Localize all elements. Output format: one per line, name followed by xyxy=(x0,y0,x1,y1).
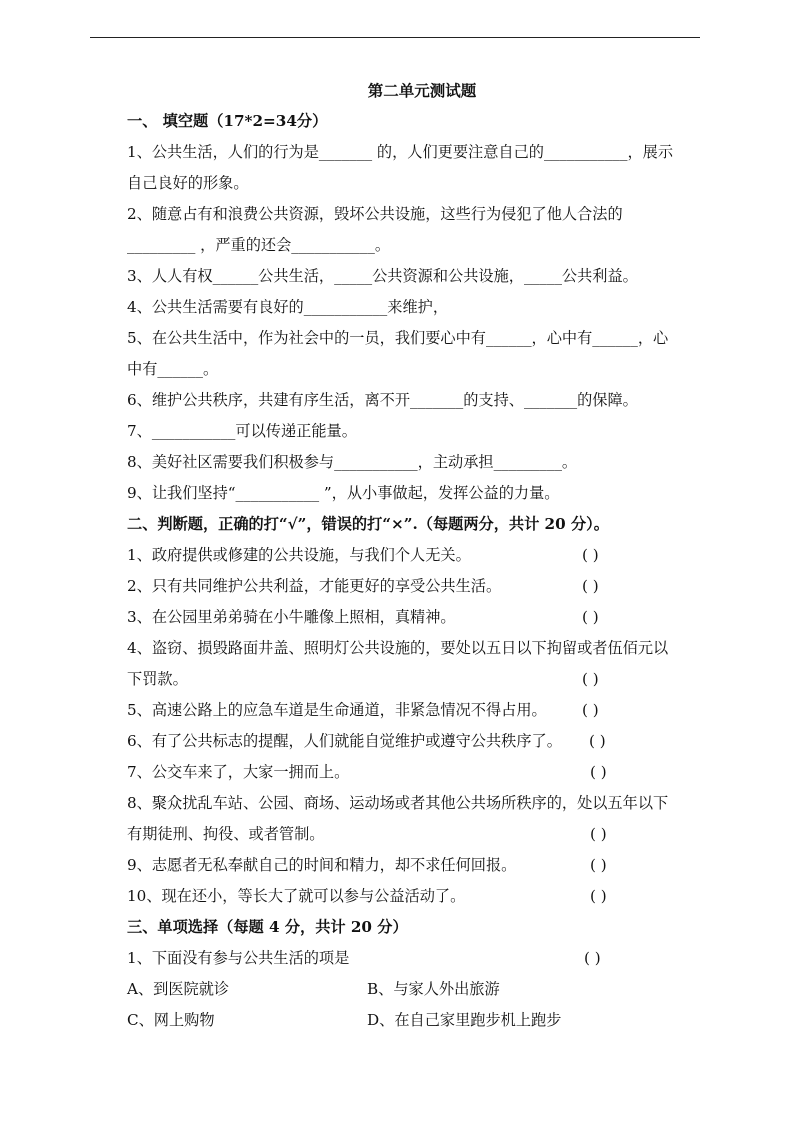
fill-line: 7、___________可以传递正能量。 xyxy=(127,422,357,440)
judge-item-text: 4、盗窃、损毁路面井盖、照明灯公共设施的，要处以五日以下拘留或者伍佰元以 xyxy=(127,639,669,657)
judge-item-text: 7、公交车来了，大家一拥而上。 xyxy=(127,763,350,781)
answer-paren[interactable]: ( ) xyxy=(590,825,607,843)
judge-item-text: 6、有了公共标志的提醒，人们就能自觉维护或遵守公共秩序了。 xyxy=(127,732,562,750)
judge-item-text: 9、志愿者无私奉献自己的时间和精力，却不求任何回报。 xyxy=(127,856,517,874)
choice-question xyxy=(127,943,707,974)
question-text: 1、下面没有参与公共生活的项是 xyxy=(127,949,350,967)
judge-item xyxy=(127,850,707,881)
judge-item xyxy=(127,881,707,912)
option-c[interactable]: C、网上购物 xyxy=(127,1011,215,1029)
judge-item xyxy=(127,664,707,695)
judge-item xyxy=(127,757,707,788)
answer-paren[interactable]: ( ) xyxy=(582,577,599,595)
section1-heading: 一、 填空题（17*2=34分） xyxy=(127,112,328,130)
fill-line: 8、美好社区需要我们积极参与___________，主动承担_________。 xyxy=(127,453,578,471)
fill-line: 4、公共生活需要有良好的___________来维护， xyxy=(127,298,449,316)
judge-item-text: 5、高速公路上的应急车道是生命通道，非紧急情况不得占用。 xyxy=(127,701,547,719)
fill-line: 9、让我们坚持“___________ ”，从小事做起，发挥公益的力量。 xyxy=(127,484,560,502)
section3-heading: 三、单项选择（每题 4 分，共计 20 分） xyxy=(127,918,408,936)
fill-line: 5、在公共生活中，作为社会中的一员，我们要心中有______，心中有______，心 xyxy=(127,329,669,347)
answer-paren[interactable]: ( ) xyxy=(582,546,599,564)
judge-item-text: 有期徒刑、拘役、或者管制。 xyxy=(127,825,325,843)
judge-item-text: 10、现在还小，等长大了就可以参与公益活动了。 xyxy=(127,887,466,905)
judge-item xyxy=(127,633,707,664)
judge-item xyxy=(127,726,707,757)
judge-item-text: 3、在公园里弟弟骑在小牛雕像上照相，真精神。 xyxy=(127,608,456,626)
answer-paren[interactable]: ( ) xyxy=(590,856,607,874)
answer-paren[interactable]: ( ) xyxy=(589,732,606,750)
judge-item xyxy=(127,540,707,571)
fill-line: _________ ，严重的还会___________。 xyxy=(127,236,391,254)
judge-item xyxy=(127,788,707,819)
answer-paren[interactable]: ( ) xyxy=(584,949,601,967)
judge-item xyxy=(127,602,707,633)
header-rule xyxy=(90,37,700,38)
exam-page xyxy=(127,76,707,1036)
judge-item-text: 8、聚众扰乱车站、公园、商场、运动场或者其他公共场所秩序的，处以五年以下 xyxy=(127,794,669,812)
fill-line: 6、维护公共秩序，共建有序生活，离不开_______的支持、_______的保障。 xyxy=(127,391,638,409)
judge-item-text: 2、只有共同维护公共利益，才能更好的享受公共生活。 xyxy=(127,577,502,595)
option-b[interactable]: B、与家人外出旅游 xyxy=(367,980,500,998)
fill-line: 2、随意占有和浪费公共资源，毁坏公共设施，这些行为侵犯了他人合法的 xyxy=(127,205,623,223)
options-row xyxy=(127,1005,707,1036)
answer-paren[interactable]: ( ) xyxy=(582,670,599,688)
option-a[interactable]: A、到医院就诊 xyxy=(127,980,230,998)
fill-line: 自己良好的形象。 xyxy=(127,174,249,192)
judge-item xyxy=(127,819,707,850)
fill-line: 中有______。 xyxy=(127,360,219,378)
section2-heading: 二、判断题，正确的打“√”，错误的打“×”.（每题两分，共计 20 分）。 xyxy=(127,515,609,533)
judge-item xyxy=(127,695,707,726)
answer-paren[interactable]: ( ) xyxy=(590,763,607,781)
fill-line: 3、人人有权______公共生活，_____公共资源和公共设施，_____公共利益。 xyxy=(127,267,638,285)
judge-item-text: 1、政府提供或修建的公共设施，与我们个人无关。 xyxy=(127,546,471,564)
page-title: 第二单元测试题 xyxy=(367,81,477,100)
answer-paren[interactable]: ( ) xyxy=(590,887,607,905)
judge-item xyxy=(127,571,707,602)
option-d[interactable]: D、在自己家里跑步机上跑步 xyxy=(367,1011,562,1029)
fill-line: 1、公共生活，人们的行为是_______ 的，人们更要注意自己的___________，展示 xyxy=(127,143,674,161)
answer-paren[interactable]: ( ) xyxy=(582,701,599,719)
answer-paren[interactable]: ( ) xyxy=(582,608,599,626)
options-row xyxy=(127,974,707,1005)
judge-item-text: 下罚款。 xyxy=(127,670,188,688)
